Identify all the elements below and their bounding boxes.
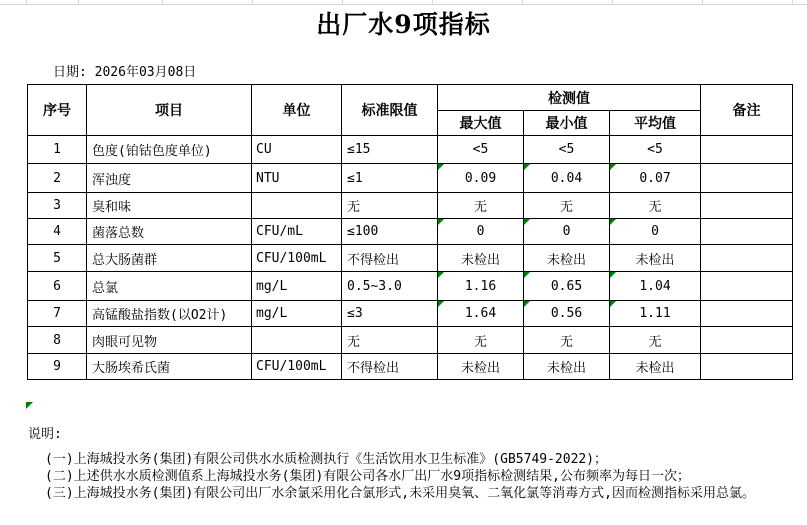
cell-min-text: <5 — [558, 142, 575, 157]
excel-flag-icon — [438, 219, 444, 225]
cell-unit — [252, 136, 342, 164]
table-row — [28, 219, 793, 245]
grid-line — [26, 0, 27, 4]
cell-min — [524, 193, 610, 219]
cell-item-text: 色度(铂钴色度单位) — [92, 144, 212, 159]
cell-item — [87, 301, 252, 327]
cell-avg-text: 未检出 — [635, 361, 675, 376]
cell-unit — [252, 354, 342, 380]
cell-max — [438, 193, 524, 219]
cell-min — [524, 219, 610, 245]
cell-limit-text: ≤3 — [347, 306, 363, 321]
notes-block — [45, 451, 755, 502]
cell-no — [28, 164, 87, 193]
cell-unit-text: CFU/mL — [256, 224, 303, 239]
cell-min — [524, 301, 610, 327]
excel-flag-icon — [524, 272, 530, 278]
table-row — [28, 354, 793, 380]
cell-min-text: 无 — [559, 334, 573, 350]
cell-avg-text: 0 — [651, 224, 659, 239]
cell-limit-text: 不得检出 — [347, 252, 400, 268]
page-title: 出厂水9项指标 — [316, 10, 491, 39]
table-row — [28, 136, 793, 164]
cell-item — [87, 245, 252, 272]
grid-line — [342, 0, 343, 4]
cell-max-text: 0.09 — [464, 170, 497, 186]
cell-min-text: 0.65 — [550, 278, 583, 294]
cell-min — [524, 164, 610, 193]
cell-unit — [252, 219, 342, 245]
cell-avg — [610, 272, 701, 301]
cell-limit-text: ≤100 — [347, 224, 379, 239]
note-line: (三)上海城投水务(集团)有限公司出厂水余氯采用化合氯形式,未采用臭氧、二氧化氯等消毒方式,因而检测指标采用总氯。 — [45, 486, 755, 501]
cell-no — [28, 354, 87, 380]
excel-flag-icon — [524, 164, 530, 170]
cell-max-text: 1.64 — [464, 306, 497, 321]
header-detection: 检测值 — [438, 85, 701, 111]
excel-flag-icon — [610, 219, 616, 225]
table-row — [28, 245, 793, 272]
cell-item-text: 高锰酸盐指数(以O2计) — [92, 308, 228, 323]
cell-no-text: 8 — [53, 332, 61, 348]
cell-item-text: 菌落总数 — [92, 226, 145, 241]
cell-avg — [610, 301, 701, 327]
cell-item — [87, 327, 252, 354]
cell-max — [438, 327, 524, 354]
header-no: 序号 — [28, 85, 87, 136]
cell-min — [524, 136, 610, 164]
cell-limit-text: ≤15 — [347, 142, 371, 157]
excel-flag-icon — [438, 301, 444, 307]
grid-line — [792, 0, 793, 4]
cell-max-text: 未检出 — [460, 361, 500, 376]
cell-remark — [701, 354, 793, 380]
cell-unit-text — [252, 198, 256, 213]
cell-avg — [610, 164, 701, 193]
header-avg: 平均值 — [610, 111, 701, 136]
grid-line — [702, 0, 703, 4]
cell-max-text: 未检出 — [460, 252, 500, 268]
cell-avg-text: 未检出 — [635, 252, 675, 268]
header-max: 最大值 — [438, 111, 524, 136]
grid-line — [432, 0, 433, 4]
cell-item — [87, 354, 252, 380]
cell-no-text: 5 — [53, 250, 61, 266]
cell-avg-text: 无 — [648, 334, 662, 350]
cell-min — [524, 327, 610, 354]
cell-unit — [252, 301, 342, 327]
cell-max — [438, 136, 524, 164]
cell-unit-text: CFU/100mL — [256, 359, 327, 374]
cell-max-text: 无 — [473, 334, 487, 350]
cell-max-text: <5 — [472, 142, 489, 157]
excel-flag-icon — [524, 301, 530, 307]
cell-avg — [610, 354, 701, 380]
cell-limit-text: 无 — [347, 200, 361, 215]
notes-label: 说明: — [28, 427, 62, 442]
cell-unit — [252, 272, 342, 301]
cell-item-text: 大肠埃希氏菌 — [92, 361, 171, 376]
cell-no — [28, 193, 87, 219]
cell-remark — [701, 193, 793, 219]
table-row — [28, 164, 793, 193]
cell-limit — [342, 272, 438, 301]
cell-item-text: 浑浊度 — [92, 172, 132, 188]
cell-limit — [342, 136, 438, 164]
header-unit: 单位 — [252, 85, 342, 136]
cell-max-text: 0 — [476, 224, 485, 239]
cell-no-text: 1 — [53, 142, 61, 157]
cell-max — [438, 219, 524, 245]
header-limit: 标准限值 — [342, 85, 438, 136]
cell-remark — [701, 219, 793, 245]
cell-no — [28, 136, 87, 164]
cell-no — [28, 301, 87, 327]
cell-max — [438, 301, 524, 327]
cell-min-text: 0 — [562, 224, 571, 239]
cell-no-text: 6 — [53, 278, 61, 294]
cell-unit-text — [252, 333, 256, 348]
cell-unit-text: NTU — [256, 170, 280, 186]
cell-no-text: 2 — [53, 170, 61, 186]
cell-min-text: 无 — [559, 200, 573, 215]
indicators-table — [27, 84, 793, 380]
cell-item — [87, 164, 252, 193]
cell-item-text: 肉眼可见物 — [92, 334, 158, 350]
cell-limit-text: 无 — [347, 334, 361, 350]
cell-unit — [252, 327, 342, 354]
cell-min — [524, 354, 610, 380]
cell-no — [28, 245, 87, 272]
cell-avg-text: 0.07 — [639, 170, 671, 186]
cell-item — [87, 272, 252, 301]
cell-avg-text: 1.11 — [639, 306, 671, 321]
table-row — [28, 301, 793, 327]
cell-item-text: 总大肠菌群 — [92, 252, 158, 268]
cell-remark — [701, 327, 793, 354]
grid-line — [612, 0, 613, 4]
cell-remark — [701, 136, 793, 164]
cell-max-text: 1.16 — [464, 278, 497, 294]
cell-no — [28, 272, 87, 301]
cell-limit — [342, 219, 438, 245]
cell-item-text: 臭和味 — [92, 200, 132, 215]
cell-min — [524, 245, 610, 272]
cell-max-text: 无 — [473, 200, 487, 215]
excel-flag-icon — [610, 301, 616, 307]
cell-remark — [701, 164, 793, 193]
cell-limit — [342, 164, 438, 193]
excel-flag-icon — [610, 164, 616, 170]
cell-no-text: 7 — [53, 306, 61, 321]
grid-line — [252, 0, 253, 4]
cell-item — [87, 219, 252, 245]
table-row — [28, 193, 793, 219]
cell-unit — [252, 193, 342, 219]
grid-line — [522, 0, 523, 4]
cell-item — [87, 193, 252, 219]
cell-avg — [610, 193, 701, 219]
cell-min — [524, 272, 610, 301]
cell-item-text: 总氯 — [92, 280, 119, 296]
cell-min-text: 未检出 — [546, 252, 586, 268]
cell-avg — [610, 327, 701, 354]
cell-min-text: 0.56 — [550, 306, 583, 321]
cell-avg — [610, 136, 701, 164]
cell-limit — [342, 327, 438, 354]
header-row-1 — [28, 85, 793, 111]
cell-limit-text: ≤1 — [347, 170, 363, 186]
table-row — [28, 272, 793, 301]
cell-avg — [610, 219, 701, 245]
table-row — [28, 327, 793, 354]
cell-avg-text: 1.04 — [639, 278, 671, 294]
cell-no-text: 4 — [53, 224, 61, 239]
cell-unit-text: CFU/100mL — [256, 250, 327, 266]
cell-min-text: 未检出 — [546, 361, 586, 376]
cell-avg — [610, 245, 701, 272]
excel-flag-icon — [438, 164, 444, 170]
excel-flag-icon — [524, 219, 530, 225]
cell-max — [438, 245, 524, 272]
cell-unit — [252, 164, 342, 193]
cell-avg-text: <5 — [647, 142, 663, 157]
cell-max — [438, 354, 524, 380]
header-item: 项目 — [87, 85, 252, 136]
cell-limit — [342, 193, 438, 219]
cell-min-text: 0.04 — [550, 170, 583, 186]
cell-no — [28, 327, 87, 354]
cell-max — [438, 164, 524, 193]
header-min: 最小值 — [524, 111, 610, 136]
cell-no-text: 3 — [53, 198, 61, 213]
cell-unit-text: mg/L — [256, 306, 288, 321]
excel-flag-icon — [610, 272, 616, 278]
excel-flag-icon — [438, 272, 444, 278]
excel-flag-icon — [26, 402, 33, 409]
cell-remark — [701, 245, 793, 272]
cell-limit — [342, 245, 438, 272]
cell-remark — [701, 301, 793, 327]
cell-limit-text: 不得检出 — [347, 361, 400, 376]
cell-unit-text: mg/L — [256, 278, 288, 294]
note-line: (一)上海城投水务(集团)有限公司供水水质检测执行《生活饮用水卫生标准》(GB5749-2022)； — [45, 452, 608, 467]
cell-no — [28, 219, 87, 245]
cell-remark — [701, 272, 793, 301]
cell-limit — [342, 301, 438, 327]
header-remark: 备注 — [701, 85, 793, 136]
cell-limit-text: 0.5~3.0 — [347, 278, 402, 294]
cell-unit — [252, 245, 342, 272]
cell-limit — [342, 354, 438, 380]
cell-max — [438, 272, 524, 301]
note-line: (二)上述供水水质检测值系上海城投水务(集团)有限公司各水厂出厂水9项指标检测结果,公布频率为每日一次； — [45, 469, 690, 484]
cell-avg-text: 无 — [648, 200, 662, 215]
grid-line — [78, 0, 79, 4]
cell-unit-text: CU — [256, 142, 272, 157]
grid-line — [162, 0, 163, 4]
cell-no-text: 9 — [53, 359, 61, 374]
cell-item — [87, 136, 252, 164]
report-date: 日期: 2026年03月08日 — [53, 65, 197, 80]
